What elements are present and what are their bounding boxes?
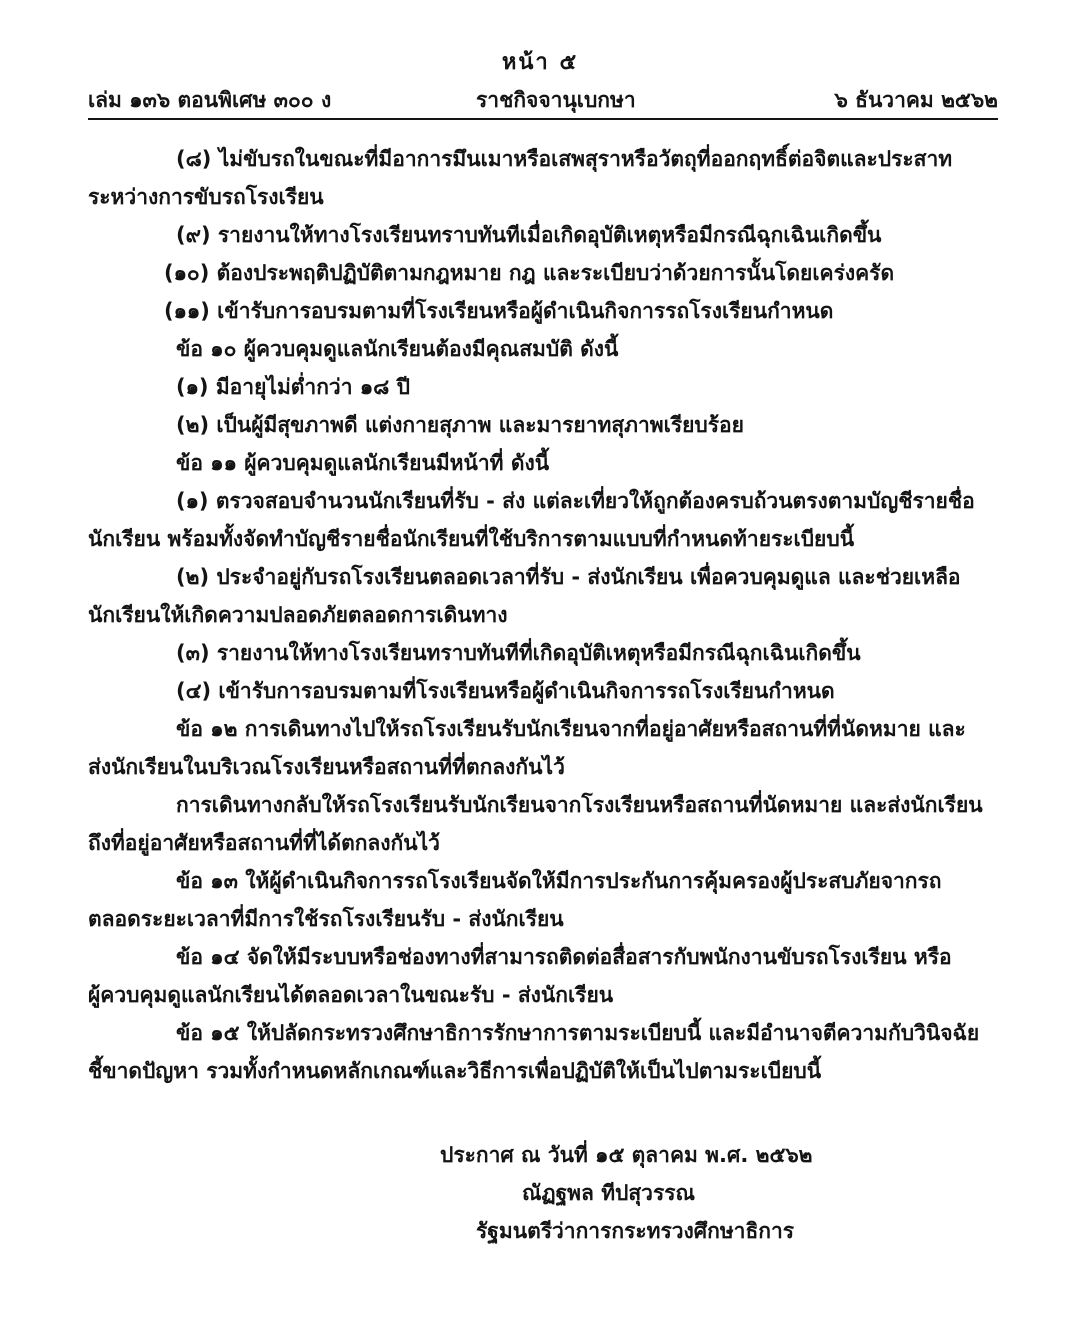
publication-date: ๖ ธันวาคม ๒๕๖๒ (834, 88, 998, 112)
clause-9-item-10: (๑๐) ต้องประพฤติปฏิบัติตามกฎหมาย กฎ และระเบียบว่าด้วยการนั้นโดยเคร่งครัด (164, 261, 895, 285)
clause-10-heading: ข้อ ๑๐ ผู้ควบคุมดูแลนักเรียนต้องมีคุณสมบัติ ดังนี้ (176, 337, 619, 361)
page-number: หน้า ๕ (501, 50, 579, 75)
gazette-header (88, 84, 998, 118)
clause-9-item-8-cont: ระหว่างการขับรถโรงเรียน (88, 185, 324, 209)
clause-12-para-2: การเดินทางกลับให้รถโรงเรียนรับนักเรียนจากโรงเรียนหรือสถานที่นัดหมาย และส่งนักเรียน (176, 793, 983, 817)
clause-11-item-3: (๓) รายงานให้ทางโรงเรียนทราบทันทีที่เกิดอุบัติเหตุหรือมีกรณีฉุกเฉินเกิดขึ้น (176, 641, 861, 665)
clause-10-item-2: (๒) เป็นผู้มีสุขภาพดี แต่งกายสุภาพ และมารยาทสุภาพเรียบร้อย (176, 413, 744, 437)
clause-14: ข้อ ๑๔ จัดให้มีระบบหรือช่องทางที่สามารถติดต่อสื่อสารกับพนักงานขับรถโรงเรียน หรือ (176, 945, 952, 969)
clause-11-item-1-cont: นักเรียน พร้อมทั้งจัดทำบัญชีรายชื่อนักเรียนที่ใช้บริการตามแบบที่กำหนดท้ายระเบียบนี้ (88, 527, 855, 551)
clause-13-cont: ตลอดระยะเวลาที่มีการใช้รถโรงเรียนรับ - ส่งนักเรียน (88, 907, 564, 931)
announcement-date: ประกาศ ณ วันที่ ๑๕ ตุลาคม พ.ศ. ๒๕๖๒ (440, 1143, 813, 1167)
clause-11-heading: ข้อ ๑๑ ผู้ควบคุมดูแลนักเรียนมีหน้าที่ ดังนี้ (176, 451, 550, 475)
clause-12-para-1: ข้อ ๑๒ การเดินทางไปให้รถโรงเรียนรับนักเรียนจากที่อยู่อาศัยหรือสถานที่ที่นัดหมาย และ (176, 717, 966, 741)
clause-9-item-8: (๘) ไม่ขับรถในขณะที่มีอาการมึนเมาหรือเสพสุราหรือวัตถุที่ออกฤทธิ์ต่อจิตและประสาท (176, 147, 953, 171)
clause-12-para-2-cont: ถึงที่อยู่อาศัยหรือสถานที่ที่ได้ตกลงกันไว้ (88, 831, 440, 855)
header-divider (88, 118, 998, 120)
signatory-position: รัฐมนตรีว่าการกระทรวงศึกษาธิการ (476, 1219, 795, 1243)
clause-11-item-2-cont: นักเรียนให้เกิดความปลอดภัยตลอดการเดินทาง (88, 603, 508, 627)
clause-9-item-11: (๑๑) เข้ารับการอบรมตามที่โรงเรียนหรือผู้ดำเนินกิจการรถโรงเรียนกำหนด (164, 299, 834, 323)
clause-11-item-2: (๒) ประจำอยู่กับรถโรงเรียนตลอดเวลาที่รับ - ส่งนักเรียน เพื่อควบคุมดูแล และช่วยเหลือ (176, 565, 961, 589)
clause-15-cont: ชี้ขาดปัญหา รวมทั้งกำหนดหลักเกณฑ์และวิธีการเพื่อปฏิบัติให้เป็นไปตามระเบียบนี้ (88, 1059, 822, 1083)
clause-11-item-1: (๑) ตรวจสอบจำนวนนักเรียนที่รับ - ส่ง แต่ละเที่ยวให้ถูกต้องครบถ้วนตรงตามบัญชีรายชื่อ (176, 489, 975, 513)
clause-11-item-4: (๔) เข้ารับการอบรมตามที่โรงเรียนหรือผู้ดำเนินกิจการรถโรงเรียนกำหนด (176, 679, 835, 703)
publication-title: ราชกิจจานุเบกษา (476, 88, 636, 112)
signatory-name: ณัฏฐพล ทีปสุวรรณ (522, 1181, 696, 1205)
clause-13: ข้อ ๑๓ ให้ผู้ดำเนินกิจการรถโรงเรียนจัดให้มีการประกันการคุ้มครองผู้ประสบภัยจากรถ (176, 869, 942, 893)
clause-14-cont: ผู้ควบคุมดูแลนักเรียนได้ตลอดเวลาในขณะรับ - ส่งนักเรียน (88, 983, 614, 1007)
clause-9-item-9: (๙) รายงานให้ทางโรงเรียนทราบทันทีเมื่อเกิดอุบัติเหตุหรือมีกรณีฉุกเฉินเกิดขึ้น (176, 223, 882, 247)
clause-12-para-1-cont: ส่งนักเรียนในบริเวณโรงเรียนหรือสถานที่ที่ตกลงกันไว้ (88, 755, 565, 779)
clause-10-item-1: (๑) มีอายุไม่ต่ำกว่า ๑๘ ปี (176, 375, 411, 399)
clause-15: ข้อ ๑๕ ให้ปลัดกระทรวงศึกษาธิการรักษาการตามระเบียบนี้ และมีอำนาจตีความกับวินิจฉัย (176, 1021, 980, 1045)
volume-issue: เล่ม ๑๓๖ ตอนพิเศษ ๓๐๐ ง (88, 88, 332, 112)
